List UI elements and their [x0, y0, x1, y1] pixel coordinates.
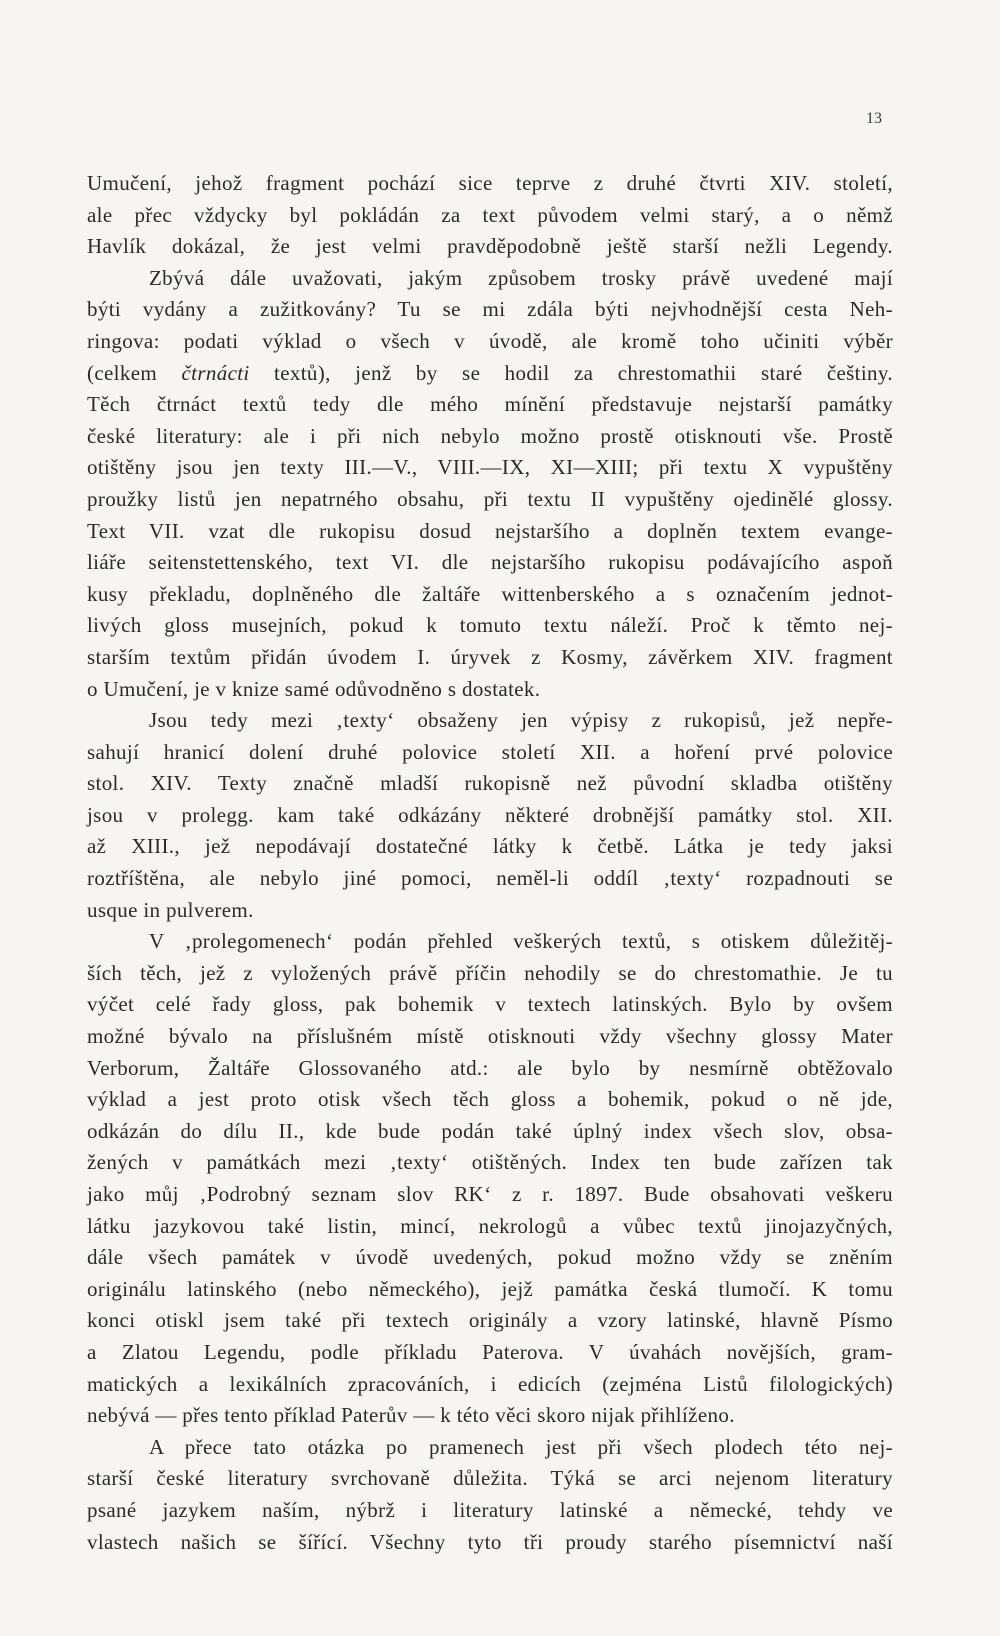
- text-line: výklad a jest proto otisk všech těch gloss a bohemik, pokud o ně jde,: [87, 1087, 893, 1112]
- text-line: Těch čtrnáct textů tedy dle mého mínění představuje nejstarší památky: [87, 392, 893, 417]
- text-line: jako můj ‚Podrobný seznam slov RK‘ z r. 1897. Bude obsahovati veškeru: [87, 1182, 893, 1206]
- text-line: Havlík dokázal, že jest velmi pravděpodobně ještě starší nežli Legendy.: [87, 234, 893, 259]
- text-line: sahují hranicí dolení druhé polovice století XII. a hoření prvé polovice: [87, 739, 893, 764]
- text-line: býti vydány a zužitkovány? Tu se mi zdála býti nejvhodnější cesta Neh-: [87, 297, 893, 322]
- text-line: proužky listů jen nepatrného obsahu, při textu II vypuštěny ojedinělé glossy.: [87, 486, 893, 511]
- text-line: V ‚prolegomenech‘ podán přehled veškerých textů, s otiskem důležitěj-: [149, 929, 893, 954]
- text-line: liáře seitenstettenského, text VI. dle nejstaršího rukopisu podávajícího aspoň: [87, 550, 893, 575]
- text-line: vlastech našich se šířící. Všechny tyto tři proudy starého písemnictví naší: [87, 1529, 893, 1554]
- text-line: až XIII., jež nepodávají dostatečné látky k četbě. Látka je tedy jaksi: [87, 834, 893, 859]
- text-line: žených v památkách mezi ‚texty‘ otištěných. Index ten bude zařízen tak: [87, 1150, 893, 1175]
- text-line: starším textům přidán úvodem I. úryvek z Kosmy, závěrkem XIV. fragment: [87, 644, 893, 669]
- text-line: látku jazykovou také listin, mincí, nekrologů a vůbec textů jinojazyčných,: [87, 1213, 893, 1238]
- body-text: [87, 168, 893, 1558]
- text-line: Zbývá dále uvažovati, jakým způsobem trosky právě uvedené mají: [149, 265, 893, 290]
- text-line: livých gloss musejních, pokud k tomuto textu náleží. Proč k těmto nej-: [87, 613, 893, 638]
- text-line: A přece tato otázka po pramenech jest při všech plodech této nej-: [149, 1434, 893, 1459]
- text-line: ších těch, jež z vyložených právě příčin nehodily se do chrestomathie. Je tu: [87, 960, 893, 985]
- text-line: jsou v prolegg. kam také odkázány některé drobnější památky stol. XII.: [87, 802, 893, 827]
- text-line: a Zlatou Legendu, podle příkladu Paterova. V úvahách novějších, gram-: [87, 1339, 893, 1364]
- text-line: otištěny jsou jen texty III.—V., VIII.—IX, XI—XIII; při textu X vypuštěny: [87, 455, 893, 480]
- line-segment: (celkem: [87, 360, 182, 385]
- text-line: psané jazykem naším, nýbrž i literatury latinské a německé, tehdy ve: [87, 1497, 893, 1522]
- text-line: Jsou tedy mezi ‚texty‘ obsaženy jen výpisy z rukopisů, jež nepře-: [149, 708, 893, 733]
- text-line: kusy překladu, doplněného dle žaltáře wittenberského a s označením jednot-: [87, 581, 893, 606]
- text-line: o Umučení, je v knize samé odůvodněno s dostatek.: [87, 676, 541, 701]
- text-line: [87, 358, 893, 390]
- text-line: usque in pulverem.: [87, 897, 254, 922]
- text-line: Verborum, Žaltáře Glossovaného atd.: ale bylo by nesmírně obtěžovalo: [87, 1055, 893, 1080]
- text-line: ale přec vždycky byl pokládán za text původem velmi starý, a o němž: [87, 202, 893, 227]
- text-line: výčet celé řady gloss, pak bohemik v textech latinských. Bylo by ovšem: [87, 992, 893, 1017]
- line-segment: textů), jenž by se hodil za chrestomathii staré češtiny.: [249, 360, 893, 385]
- page-number: 13: [866, 110, 882, 127]
- text-line: Umučení, jehož fragment pochází sice teprve z druhé čtvrti XIV. století,: [87, 171, 893, 195]
- text-line: originálu latinského (nebo německého), jejž památka česká tlumočí. K tomu: [87, 1276, 893, 1301]
- italic-word: čtrnácti: [181, 360, 250, 385]
- text-line: možné bývalo na příslušném místě otisknouti vždy všechny glossy Mater: [87, 1024, 893, 1049]
- text-line: nebývá — přes tento příklad Paterův — k této věci skoro nijak přihlíženo.: [87, 1403, 735, 1428]
- text-line: dále všech památek v úvodě uvedených, pokud možno vždy se zněním: [87, 1245, 893, 1270]
- text-line: roztříštěna, ale nebylo jiné pomoci, neměl-li oddíl ‚texty‘ rozpadnouti se: [87, 866, 893, 891]
- text-line: Text VII. vzat dle rukopisu dosud nejstaršího a doplněn textem evange-: [87, 518, 893, 543]
- text-line: ringova: podati výklad o všech v úvodě, ale kromě toho učiniti výběr: [87, 328, 893, 353]
- text-line: odkázán do dílu II., kde bude podán také úplný index všech slov, obsa-: [87, 1118, 893, 1143]
- text-line: stol. XIV. Texty značně mladší rukopisně než původní skladba otištěny: [87, 771, 893, 796]
- text-line: české literatury: ale i při nich nebylo možno prostě otisknouti vše. Prostě: [87, 423, 893, 448]
- text-line: matických a lexikálních zpracováních, i edicích (zejména Listů filologických): [87, 1371, 893, 1396]
- text-line: konci otiskl jsem také při textech originály a vzory latinské, hlavně Písmo: [87, 1308, 893, 1333]
- text-line: starší české literatury svrchovaně důležita. Týká se arci nejenom literatury: [87, 1466, 893, 1491]
